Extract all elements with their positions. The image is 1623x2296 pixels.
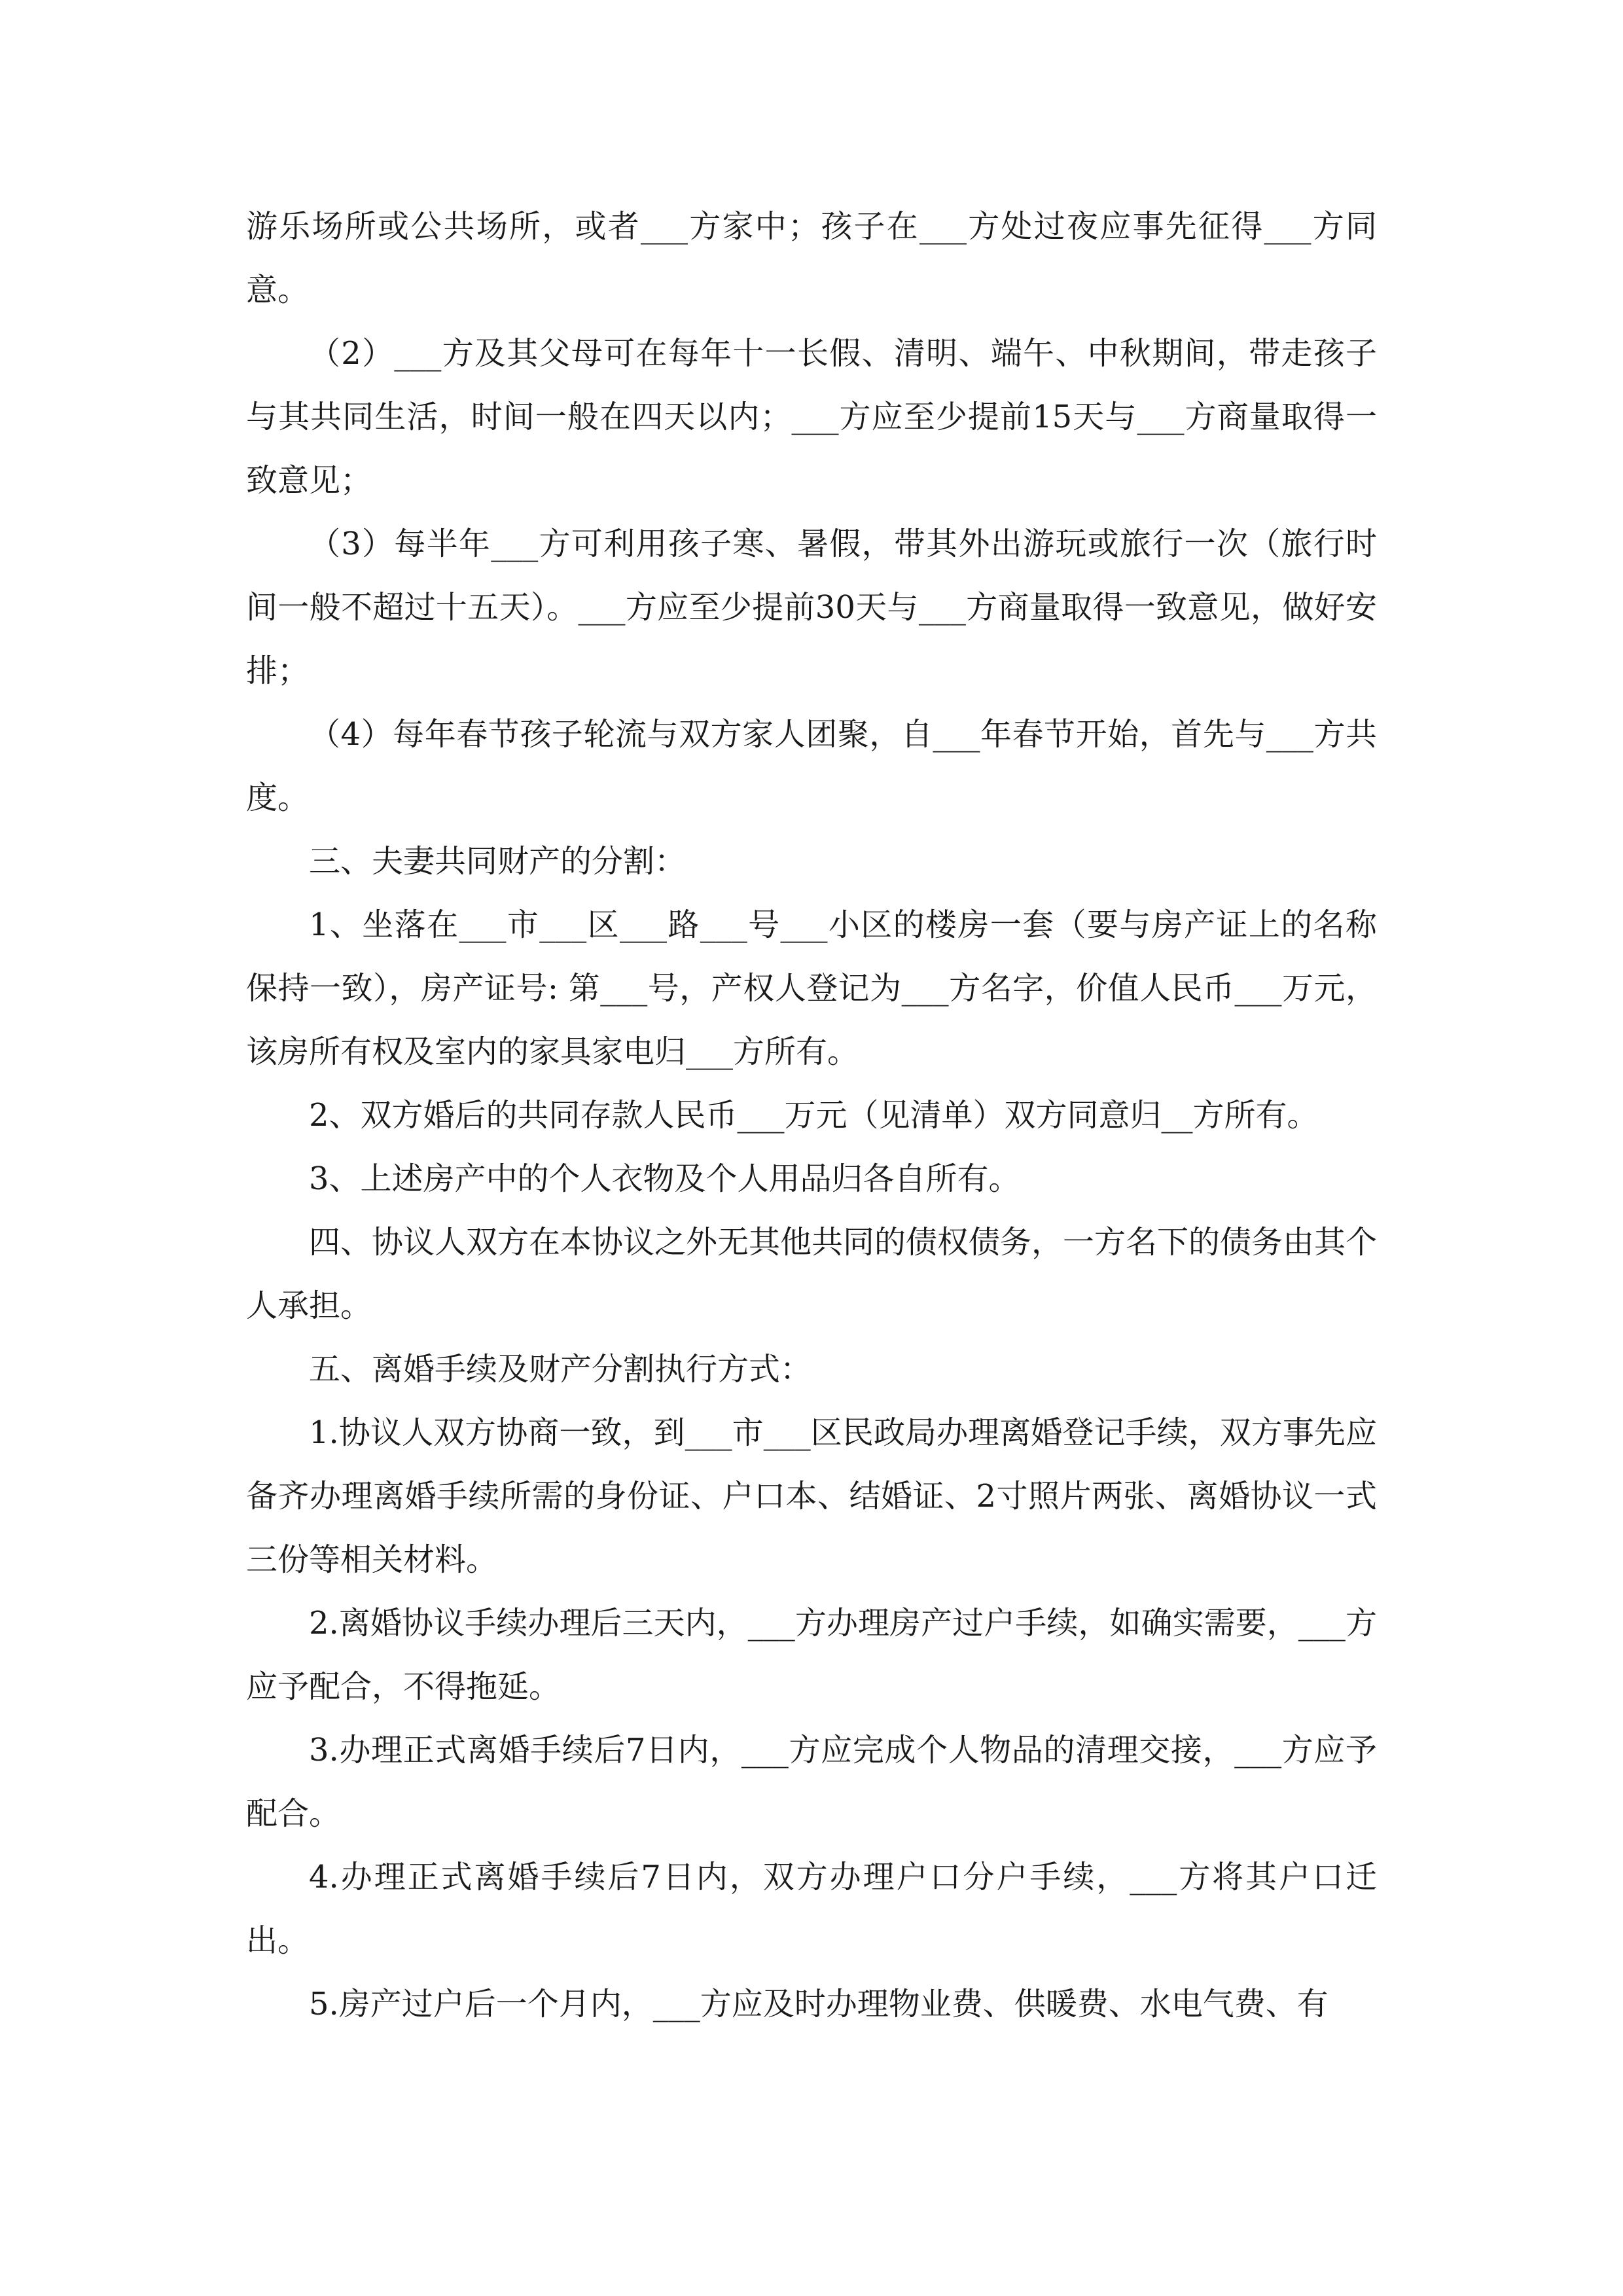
section-heading-procedures: 五、离婚手续及财产分割执行方式： — [309, 1351, 812, 1388]
section-heading-property-division: 三、夫妻共同财产的分割： — [309, 843, 687, 880]
document-body — [246, 195, 1377, 2036]
paragraph-procedure-4: 4.办理正式离婚手续后7日内，双方办理户口分户手续，___方将其户口迁出。 — [246, 1859, 1377, 1959]
paragraph-vacation-travel: （3）每半年___方可利用孩子寒、暑假，带其外出游玩或旅行一次（旅行时间一般不超过十五天）。___方应至少提前30天与___方商量取得一致意见，做好安排； — [246, 526, 1377, 689]
paragraph-procedure-2: 2.离婚协议手续办理后三天内，___方办理房产过户手续，如确实需要，___方应予配合，不得拖延。 — [246, 1605, 1377, 1705]
paragraph-continuation-visitation: 游乐场所或公共场所，或者___方家中；孩子在___方处过夜应事先征得___方同意。 — [246, 208, 1377, 308]
paragraph-joint-savings: 2、双方婚后的共同存款人民币___万元（见清单）双方同意归__方所有。 — [309, 1097, 1319, 1134]
paragraph-procedure-1: 1.协议人双方协商一致，到___市___区民政局办理离婚登记手续，双方事先应备齐办理离婚手续所需的身份证、户口本、结婚证、2寸照片两张、离婚协议一式三份等相关材料。 — [246, 1414, 1377, 1578]
paragraph-house-ownership: 1、坐落在___市___区___路___号___小区的楼房一套（要与房产证上的名称保持一致），房产证号: 第___号，产权人登记为___方名字，价值人民币___万元，该房所有权及室内的家具家电归___方所有。 — [246, 906, 1377, 1070]
section-heading-debts: 四、协议人双方在本协议之外无其他共同的债权债务，一方名下的债务由其个人承担。 — [246, 1224, 1378, 1324]
paragraph-holiday-visitation: （2）___方及其父母可在每年十一长假、清明、端午、中秋期间，带走孩子与其共同生活，时间一般在四天以内；___方应至少提前15天与___方商量取得一致意见； — [246, 335, 1377, 499]
paragraph-procedure-5: 5.房产过户后一个月内，___方应及时办理物业费、供暖费、水电气费、有 — [309, 1986, 1329, 2022]
paragraph-procedure-3: 3.办理正式离婚手续后7日内，___方应完成个人物品的清理交接，___方应予配合。 — [246, 1732, 1377, 1832]
paragraph-personal-items: 3、上述房产中的个人衣物及个人用品归各自所有。 — [309, 1160, 1020, 1197]
paragraph-spring-festival: （4）每年春节孩子轮流与双方家人团聚，自___年春节开始，首先与___方共度。 — [246, 716, 1377, 816]
